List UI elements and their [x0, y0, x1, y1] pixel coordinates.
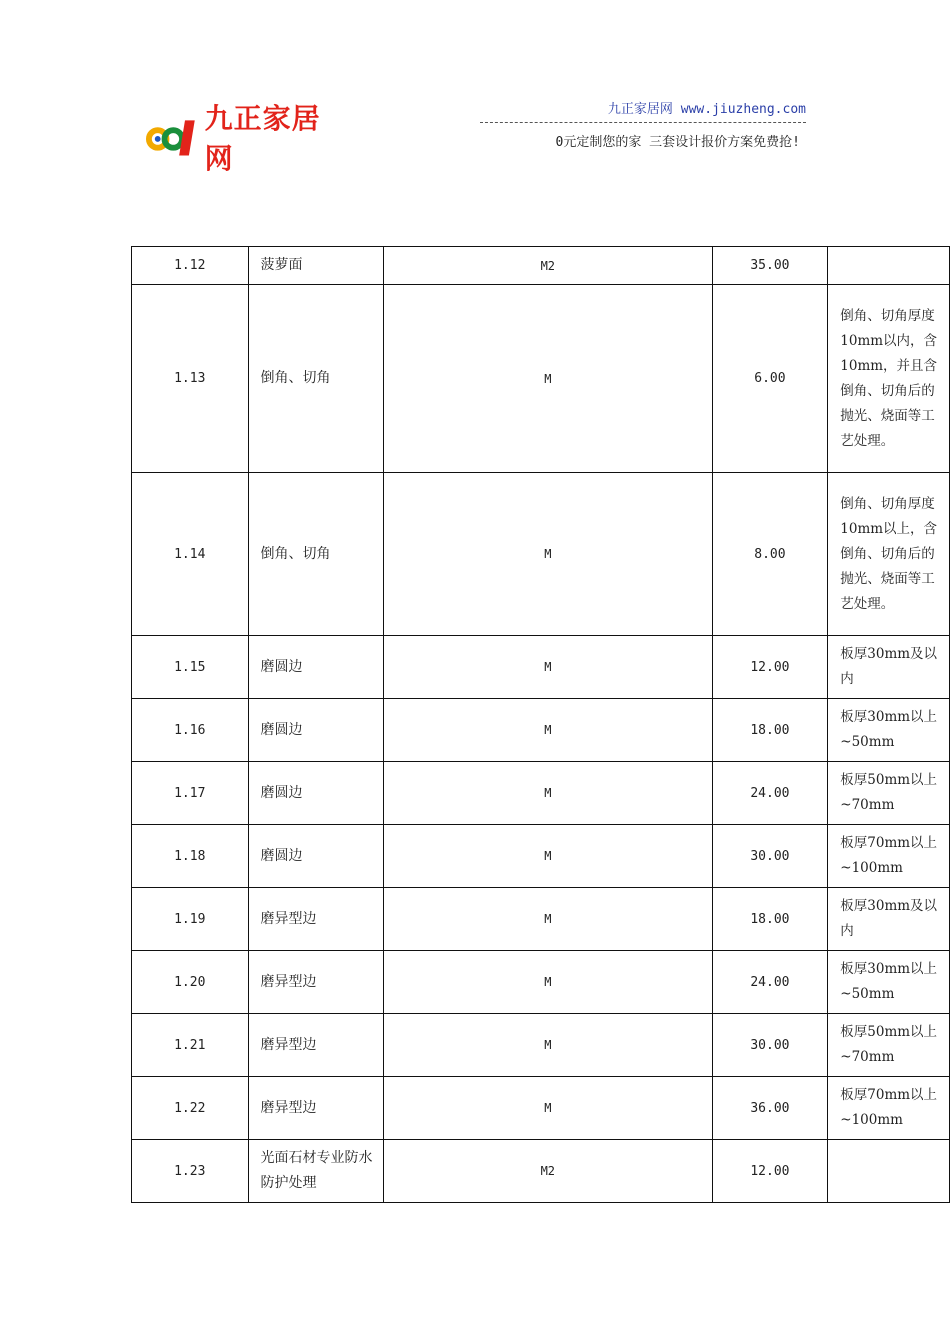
item-unit: M2	[384, 1140, 713, 1203]
table-row	[132, 825, 950, 888]
item-price: 30.00	[712, 825, 828, 888]
item-name: 磨圆边	[248, 636, 384, 699]
item-unit: M	[384, 762, 713, 825]
item-name: 磨圆边	[248, 825, 384, 888]
table-row	[132, 888, 950, 951]
logo-mark-icon	[146, 114, 199, 160]
item-name: 菠萝面	[248, 247, 384, 285]
item-note: 板厚50mm以上~70mm	[828, 762, 950, 825]
table-row	[132, 1140, 950, 1203]
table-row	[132, 473, 950, 636]
item-note: 板厚70mm以上~100mm	[828, 825, 950, 888]
item-name: 光面石材专业防水防护处理	[248, 1140, 384, 1203]
item-name: 磨异型边	[248, 888, 384, 951]
item-unit: M	[384, 285, 713, 473]
item-number: 1.14	[132, 473, 249, 636]
item-number: 1.18	[132, 825, 249, 888]
item-note: 板厚50mm以上~70mm	[828, 1014, 950, 1077]
item-number: 1.17	[132, 762, 249, 825]
item-note	[828, 1140, 950, 1203]
price-table	[131, 246, 950, 1203]
item-unit: M	[384, 473, 713, 636]
item-number: 1.22	[132, 1077, 249, 1140]
item-unit: M	[384, 699, 713, 762]
item-name: 磨异型边	[248, 1077, 384, 1140]
item-name: 磨圆边	[248, 699, 384, 762]
table-row	[132, 762, 950, 825]
item-unit: M	[384, 636, 713, 699]
table-row	[132, 247, 950, 285]
item-price: 35.00	[712, 247, 828, 285]
item-price: 18.00	[712, 888, 828, 951]
item-price: 12.00	[712, 636, 828, 699]
item-price: 8.00	[712, 473, 828, 636]
site-url: www.jiuzheng.com	[680, 102, 806, 117]
item-price: 12.00	[712, 1140, 828, 1203]
slogan: 0元定制您的家 三套设计报价方案免费抢!	[555, 135, 800, 150]
site-logo[interactable]	[146, 102, 346, 175]
item-unit: M	[384, 825, 713, 888]
table-row	[132, 285, 950, 473]
logo-text: 九正家居网	[204, 102, 321, 175]
header-divider	[480, 122, 806, 123]
table-row	[132, 1014, 950, 1077]
item-unit: M	[384, 1077, 713, 1140]
item-unit: M	[384, 888, 713, 951]
table-row	[132, 951, 950, 1014]
item-name: 磨异型边	[248, 951, 384, 1014]
item-price: 30.00	[712, 1014, 828, 1077]
item-note: 倒角、切角厚度10mm以上，含倒角、切角后的抛光、烧面等工艺处理。	[828, 473, 950, 636]
item-number: 1.12	[132, 247, 249, 285]
item-price: 24.00	[712, 951, 828, 1014]
site-header-info	[480, 100, 810, 150]
item-number: 1.21	[132, 1014, 249, 1077]
item-number: 1.20	[132, 951, 249, 1014]
item-unit: M	[384, 1014, 713, 1077]
item-name: 磨圆边	[248, 762, 384, 825]
table-row	[132, 636, 950, 699]
item-number: 1.13	[132, 285, 249, 473]
item-note: 倒角、切角厚度10mm以内，含10mm，并且含倒角、切角后的抛光、烧面等工艺处理。	[828, 285, 950, 473]
item-price: 36.00	[712, 1077, 828, 1140]
item-price: 24.00	[712, 762, 828, 825]
item-note: 板厚30mm以上~50mm	[828, 951, 950, 1014]
item-name: 磨异型边	[248, 1014, 384, 1077]
item-price: 18.00	[712, 699, 828, 762]
item-unit: M2	[384, 247, 713, 285]
item-note	[828, 247, 950, 285]
item-unit: M	[384, 951, 713, 1014]
table-row	[132, 1077, 950, 1140]
item-number: 1.19	[132, 888, 249, 951]
item-note: 板厚70mm以上~100mm	[828, 1077, 950, 1140]
item-price: 6.00	[712, 285, 828, 473]
item-number: 1.23	[132, 1140, 249, 1203]
table-row	[132, 699, 950, 762]
item-note: 板厚30mm及以内	[828, 888, 950, 951]
item-name: 倒角、切角	[248, 285, 384, 473]
item-number: 1.15	[132, 636, 249, 699]
item-name: 倒角、切角	[248, 473, 384, 636]
site-link[interactable]	[480, 100, 810, 120]
item-number: 1.16	[132, 699, 249, 762]
item-note: 板厚30mm以上~50mm	[828, 699, 950, 762]
site-name: 九正家居网	[607, 102, 673, 117]
item-note: 板厚30mm及以内	[828, 636, 950, 699]
